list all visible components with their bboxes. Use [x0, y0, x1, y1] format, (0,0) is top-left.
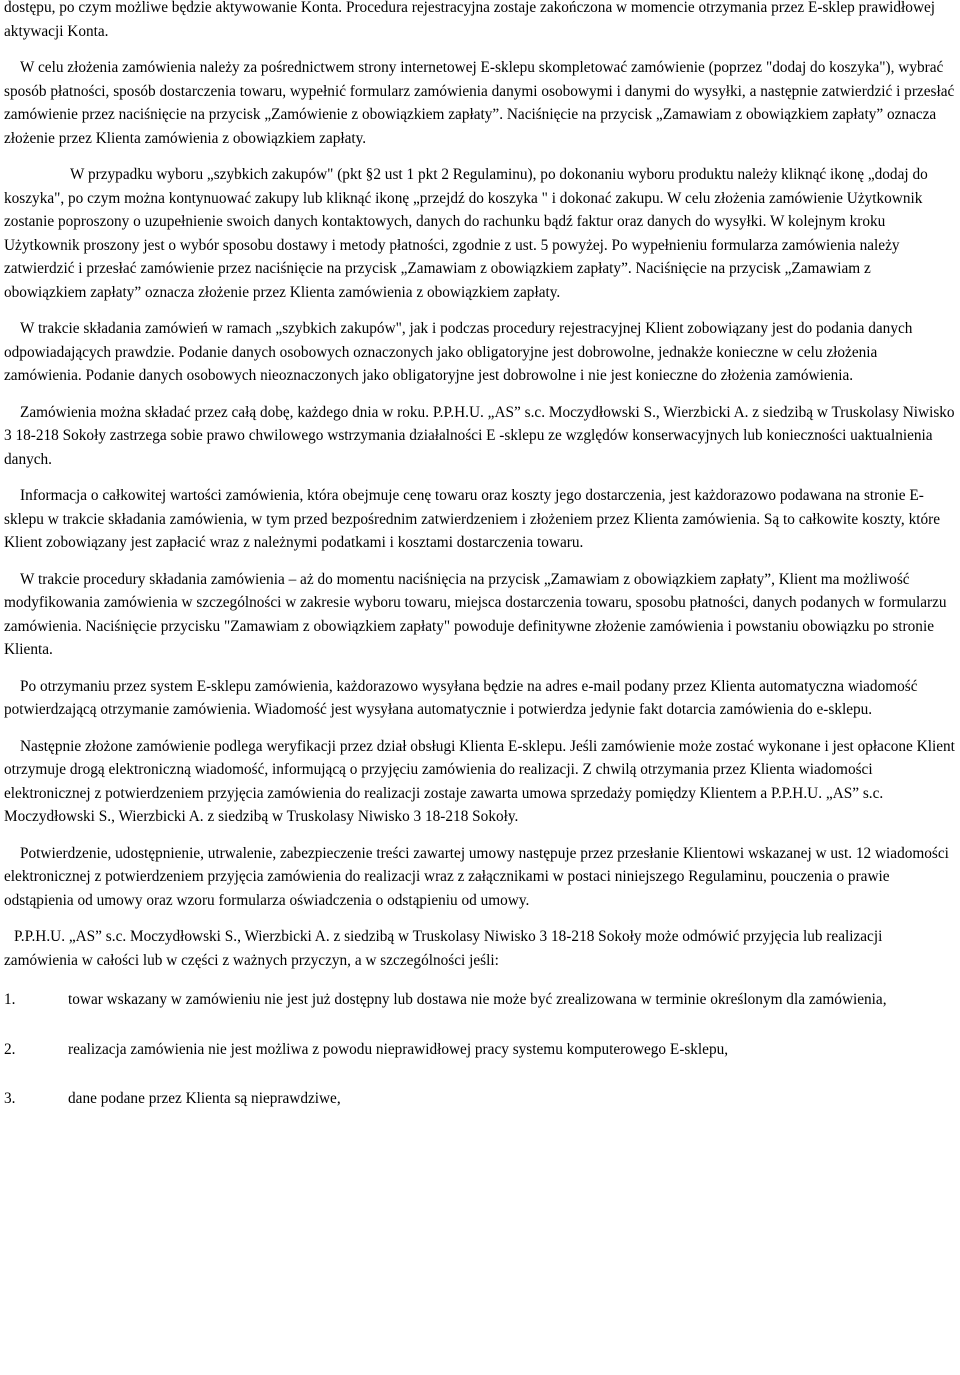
paragraph-order-verification: Następnie złożone zamówienie podlega weryfikacji przez dział obsługi Klienta E-sklepu. Jeśli zamówienie może zostać wykonane i jest opłacone Klient otrzymuje drogą elektroniczną wiadomość, informującą o przyjęciu zamówienia do realizacji. Z chwilą otrzymania przez Klienta wiadomości elektronicznej z potwierdzeniem przyjęcia zamówienia do realizacji zostaje zawarta umowa sprzedaży pomiędzy Klientem a P.P.H.U. „AS” s.c. Moczydłowski S., Wierzbicki A. z siedzibą w Truskolasy Niwisko 3 18-218 Sokoły.: [4, 737, 955, 825]
paragraph-personal-data: W trakcie składania zamówień w ramach „szybkich zakupów", jak i podczas procedury rejestracyjnej Klient zobowiązany jest do podania danych odpowiadających prawdzie. Podanie danych osobowych oznaczonych jako obligatoryjne jest dobrowolne, jednakże konieczne w celu złożenia zamówienia. Podanie danych osobowych nieoznaczonych jako obligatoryjne jest dobrowolne i nie jest konieczne do złożenia zamówienia.: [4, 320, 913, 384]
paragraph-account-activation: dostępu, po czym możliwe będzie aktywowanie Konta. Procedura rejestracyjna zostaje zakończona w momencie otrzymania przez E-sklep prawidłowej aktywacji Konta.: [4, 0, 936, 40]
list-item-number: 1.: [4, 991, 16, 1008]
list-item-text: dane podane przez Klienta są nieprawdziwe,: [68, 1090, 341, 1107]
list-item: [4, 1087, 956, 1111]
list-item-text: towar wskazany w zamówieniu nie jest już dostępny lub dostawa nie może być zrealizowana w terminie określonym dla zamówienia,: [68, 991, 887, 1008]
paragraph-confirmation-email: Po otrzymaniu przez system E-sklepu zamówienia, każdorazowo wysyłana będzie na adres e-mail podany przez Klienta automatyczna wiadomość potwierdzającą otrzymanie zamówienia. Wiadomość jest wysyłana automatycznie i potwierdza jedynie fakt dotarcia zamówienia do e-sklepu.: [4, 677, 918, 718]
list-item-text: realizacja zamówienia nie jest możliwa z powodu nieprawidłowej pracy systemu komputerowego E-sklepu,: [68, 1040, 729, 1058]
paragraph-order-placement: W celu złożenia zamówienia należy za pośrednictwem strony internetowej E-sklepu skompletować zamówienie (poprzez "dodaj do koszyka"), wybrać sposób płatności, sposób dostarczenia towaru, wypełnić formularz zamówienia danymi osobowymi i danymi do wysyłki, a następnie zatwierdzić i przesłać zamówienie przez naciśnięcie na przycisk „Zamówienie z obowiązkiem zapłaty”. Naciśnięcie na przycisk „Zamawiam z obowiązkiem zapłaty” oznacza złożenie przez Klienta zamówienia z obowiązkiem zapłaty.: [4, 59, 955, 147]
paragraph-total-value: Informacja o całkowitej wartości zamówienia, która obejmuje cenę towaru oraz koszty jego dostarczenia, jest każdorazowo podawana na stronie E-sklepu w trakcie składania zamówienia, w tym przed bezpośrednim zatwierdzeniem i złożeniem przez Klienta zamówienia. Są to całkowite koszty, które Klient zobowiązany jest zapłacić wraz z należnymi podatkami i kosztami dostarczenia towaru.: [4, 487, 941, 551]
list-item: [4, 1038, 956, 1062]
paragraph-order-modification: W trakcie procedury składania zamówienia – aż do momentu naciśnięcia na przycisk „Zamawiam z obowiązkiem zapłaty”, Klient ma możliwość modyfikowania zamówienia w szczególności w zakresie wyboru towaru, miejsca dostarczenia towaru, sposobu płatności, danych podanych w formularzu zamówienia. Naciśnięcie przycisku "Zamawiam z obowiązkiem zapłaty" powoduje definitywne złożenie zamówienia i powstaniu obowiązku po stronie Klienta.: [4, 570, 947, 658]
paragraph-quick-purchase: W przypadku wyboru „szybkich zakupów" (pkt §2 ust 1 pkt 2 Regulaminu), po dokonaniu wyboru produktu należy kliknąć ikonę „dodaj do koszyka", po czym można kontynuować zakupy lub kliknąć ikonę „przejdź do koszyka " i dokonać zakupu. W celu złożenia zamówienie Użytkownik zostanie poproszony o uzupełnienie swoich danych kontaktowych, danych do rachunku bądź faktur oraz danych do wysyłki. W kolejnym kroku Użytkownik proszony jest o wybór sposobu dostawy i metody płatności, zgodnie z ust. 5 powyżej. Po wypełnieniu formularza zamówienia należy zatwierdzić i przesłać zamówienie przez naciśnięcie na przycisk „Zamawiam z obowiązkiem zapłaty”. Naciśnięcie na przycisk „Zamawiam z obowiązkiem zapłaty” oznacza złożenie przez Klienta zamówienia z obowiązkiem zapłaty.: [4, 166, 928, 301]
list-item-number: 3.: [4, 1090, 16, 1107]
paragraph-order-refusal: P.P.H.U. „AS” s.c. Moczydłowski S., Wierzbicki A. z siedzibą w Truskolasy Niwisko 3 18-218 Sokoły może odmówić przyjęcia lub realizacji zamówienia w całości lub w części z ważnych przyczyn, a w szczególności jeśli:: [4, 928, 883, 969]
list-item: [4, 988, 956, 1012]
paragraph-contract-confirmation: Potwierdzenie, udostępnienie, utrwalenie, zabezpieczenie treści zawartej umowy następuje przez przesłanie Klientowi wskazanej w ust. 12 wiadomości elektronicznej z potwierdzeniem przyjęcia zamówienia do realizacji wraz z załącznikami w postaci niniejszego Regulaminu, pouczenia o prawie odstąpienia od umowy oraz wzoru formularza oświadczenia o odstąpieniu od umowy.: [4, 844, 949, 909]
paragraph-order-hours: Zamówienia można składać przez całą dobę, każdego dnia w roku. P.P.H.U. „AS” s.c. Moczydłowski S., Wierzbicki A. z siedzibą w Truskolasy Niwisko 3 18-218 Sokoły zastrzega sobie prawo chwilowego wstrzymania działalności E -sklepu ze względów konserwacyjnych lub konieczności uaktualnienia danych.: [4, 403, 955, 468]
list-item-number: 2.: [4, 1040, 16, 1058]
